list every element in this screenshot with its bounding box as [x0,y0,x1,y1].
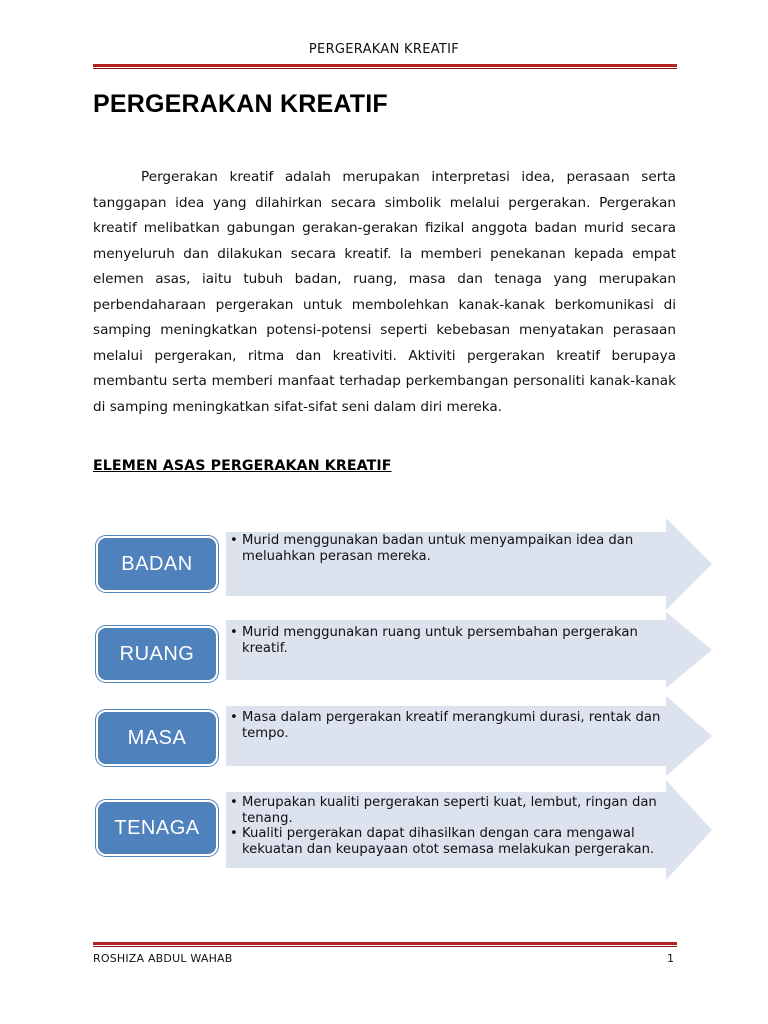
page-number: 1 [667,952,674,965]
element-row-ruang [92,612,714,692]
element-row-badan [92,516,714,612]
element-label-box: RUANG [96,626,218,682]
bullet-item: • Murid menggunakan ruang untuk persembahan pergerakan kreatif. [230,625,670,656]
element-bullets [230,710,670,741]
element-bullets [230,795,670,857]
page-title: PERGERAKAN KREATIF [93,90,388,118]
section-heading: ELEMEN ASAS PERGERAKAN KREATIF [93,458,392,474]
header-rule [93,64,677,69]
element-label-box: BADAN [96,536,218,592]
element-label-box: TENAGA [96,800,218,856]
element-label-box: MASA [96,710,218,766]
bullet-item: • Merupakan kualiti pergerakan seperti kuat, lembut, ringan dan tenang. [230,795,670,826]
element-bullets [230,625,670,656]
bullet-item: • Kualiti pergerakan dapat dihasilkan dengan cara mengawal kekuatan dan keupayaan otot semasa melakukan pergerakan. [230,826,670,857]
element-row-masa [92,696,714,780]
element-row-tenaga [92,780,714,882]
running-header: PERGERAKAN KREATIF [308,42,460,57]
bullet-item: • Murid menggunakan badan untuk menyampaikan idea dan meluahkan perasan mereka. [230,533,670,564]
body-paragraph: Pergerakan kreatif adalah merupakan interpretasi idea, perasaan serta tanggapan idea yang dilahirkan secara simbolik melalui pergerakan. Pergerakan kreatif melibatkan gabungan gerakan-gerakan fizikal anggota badan murid secara menyeluruh dan dilakukan secara kreatif. Ia memberi penekanan kepada empat elemen asas, iaitu tubuh badan, ruang, masa dan tenaga yang merupakan perbendaharaan pergerakan untuk membolehkan kanak-kanak berkomunikasi di samping meningkatkan potensi-potensi seperti kebebasan menyatakan perasaan melalui pergerakan, ritma dan kreativiti. Aktiviti pergerakan kreatif berupaya membantu serta memberi manfaat terhadap perkembangan personaliti kanak-kanak di samping meningkatkan sifat-sifat seni dalam diri mereka. [93,169,676,415]
footer-author: ROSHIZA ABDUL WAHAB [93,952,233,965]
footer-rule [93,942,677,947]
element-bullets [230,533,670,564]
bullet-item: • Masa dalam pergerakan kreatif merangkumi durasi, rentak dan tempo. [230,710,670,741]
